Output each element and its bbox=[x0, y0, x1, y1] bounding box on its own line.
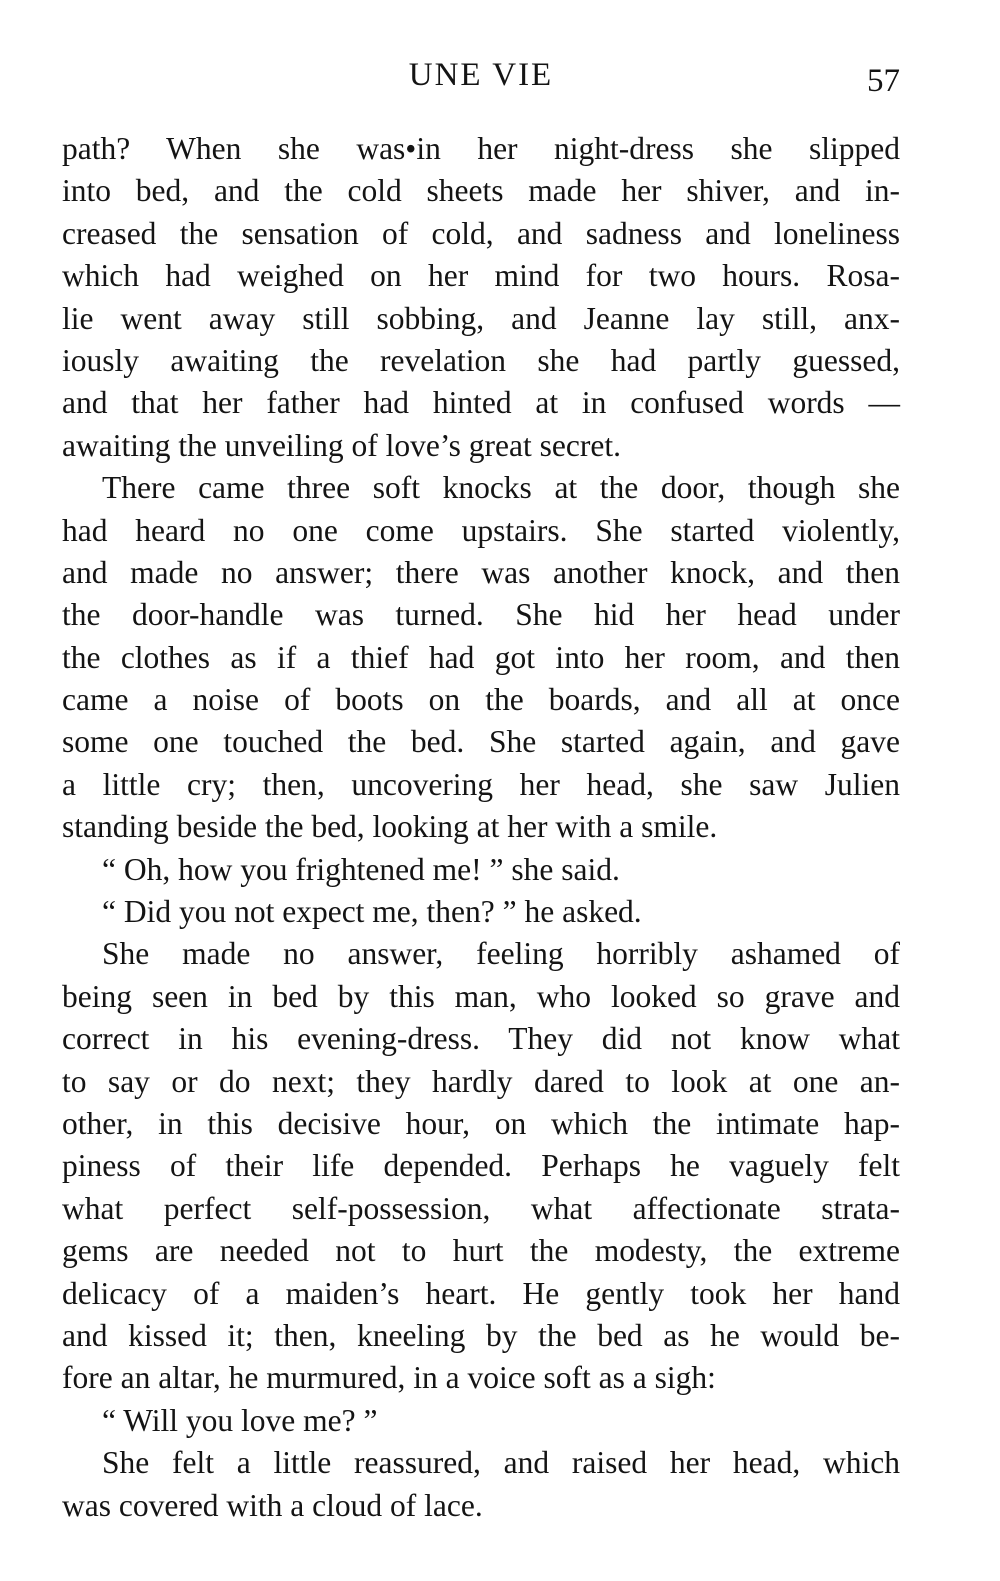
text-line: came a noise of boots on the boards, and all at once bbox=[62, 682, 900, 718]
text-line: which had weighed on her mind for two hours. Rosa- bbox=[62, 258, 900, 294]
text-line: She felt a little reassured, and raised her head, which bbox=[102, 1445, 900, 1481]
text-line: gems are needed not to hurt the modesty, the extreme bbox=[62, 1233, 900, 1269]
text-line: the clothes as if a thief had got into her room, and then bbox=[62, 639, 900, 675]
text-line: iously awaiting the revelation she had partly guessed, bbox=[62, 342, 900, 378]
text-line: being seen in bed by this man, who looked so grave and bbox=[62, 978, 900, 1014]
text-line: was covered with a cloud of lace. bbox=[62, 1487, 483, 1523]
text-line: There came three soft knocks at the door, though she bbox=[102, 470, 900, 506]
text-line: piness of their life depended. Perhaps he vaguely felt bbox=[62, 1148, 900, 1184]
text-line: fore an altar, he murmured, in a voice soft as a sigh: bbox=[62, 1360, 716, 1396]
text-line: She made no answer, feeling horribly ashamed of bbox=[102, 936, 900, 972]
page-number: 57 bbox=[867, 63, 900, 99]
text-line: to say or do next; they hardly dared to look at one an- bbox=[62, 1063, 900, 1099]
text-line: “ Did you not expect me, then? ” he asked. bbox=[102, 894, 642, 930]
text-line: and kissed it; then, kneeling by the bed as he would be- bbox=[62, 1317, 900, 1353]
running-title: UNE VIE bbox=[408, 57, 554, 93]
text-line: the door-handle was turned. She hid her head under bbox=[62, 597, 900, 633]
body-text bbox=[62, 128, 900, 1527]
text-line: lie went away still sobbing, and Jeanne lay still, anx- bbox=[62, 300, 900, 336]
text-line: other, in this decisive hour, on which the intimate hap- bbox=[62, 1105, 900, 1141]
text-line: and made no answer; there was another knock, and then bbox=[62, 554, 900, 590]
text-line: and that her father had hinted at in confused words — bbox=[62, 385, 900, 421]
text-line: standing beside the bed, looking at her with a smile. bbox=[62, 809, 718, 845]
text-line: path? When she was•in her night-dress she slipped bbox=[62, 131, 900, 166]
text-line: some one touched the bed. She started again, and gave bbox=[62, 724, 900, 760]
text-line: “ Will you love me? ” bbox=[102, 1402, 378, 1438]
text-line: delicacy of a maiden’s heart. He gently took her hand bbox=[62, 1275, 900, 1311]
text-line: into bed, and the cold sheets made her shiver, and in- bbox=[62, 173, 900, 209]
text-line: had heard no one come upstairs. She started violently, bbox=[62, 512, 900, 548]
text-line: correct in his evening-dress. They did not know what bbox=[62, 1021, 900, 1057]
text-line: “ Oh, how you frightened me! ” she said. bbox=[102, 851, 620, 887]
text-line: awaiting the unveiling of love’s great secret. bbox=[62, 427, 621, 463]
running-head bbox=[62, 52, 900, 98]
text-line: a little cry; then, uncovering her head, she saw Julien bbox=[62, 766, 900, 802]
text-line: creased the sensation of cold, and sadness and loneliness bbox=[62, 215, 900, 251]
text-line: what perfect self-possession, what affectionate strata- bbox=[62, 1190, 900, 1226]
